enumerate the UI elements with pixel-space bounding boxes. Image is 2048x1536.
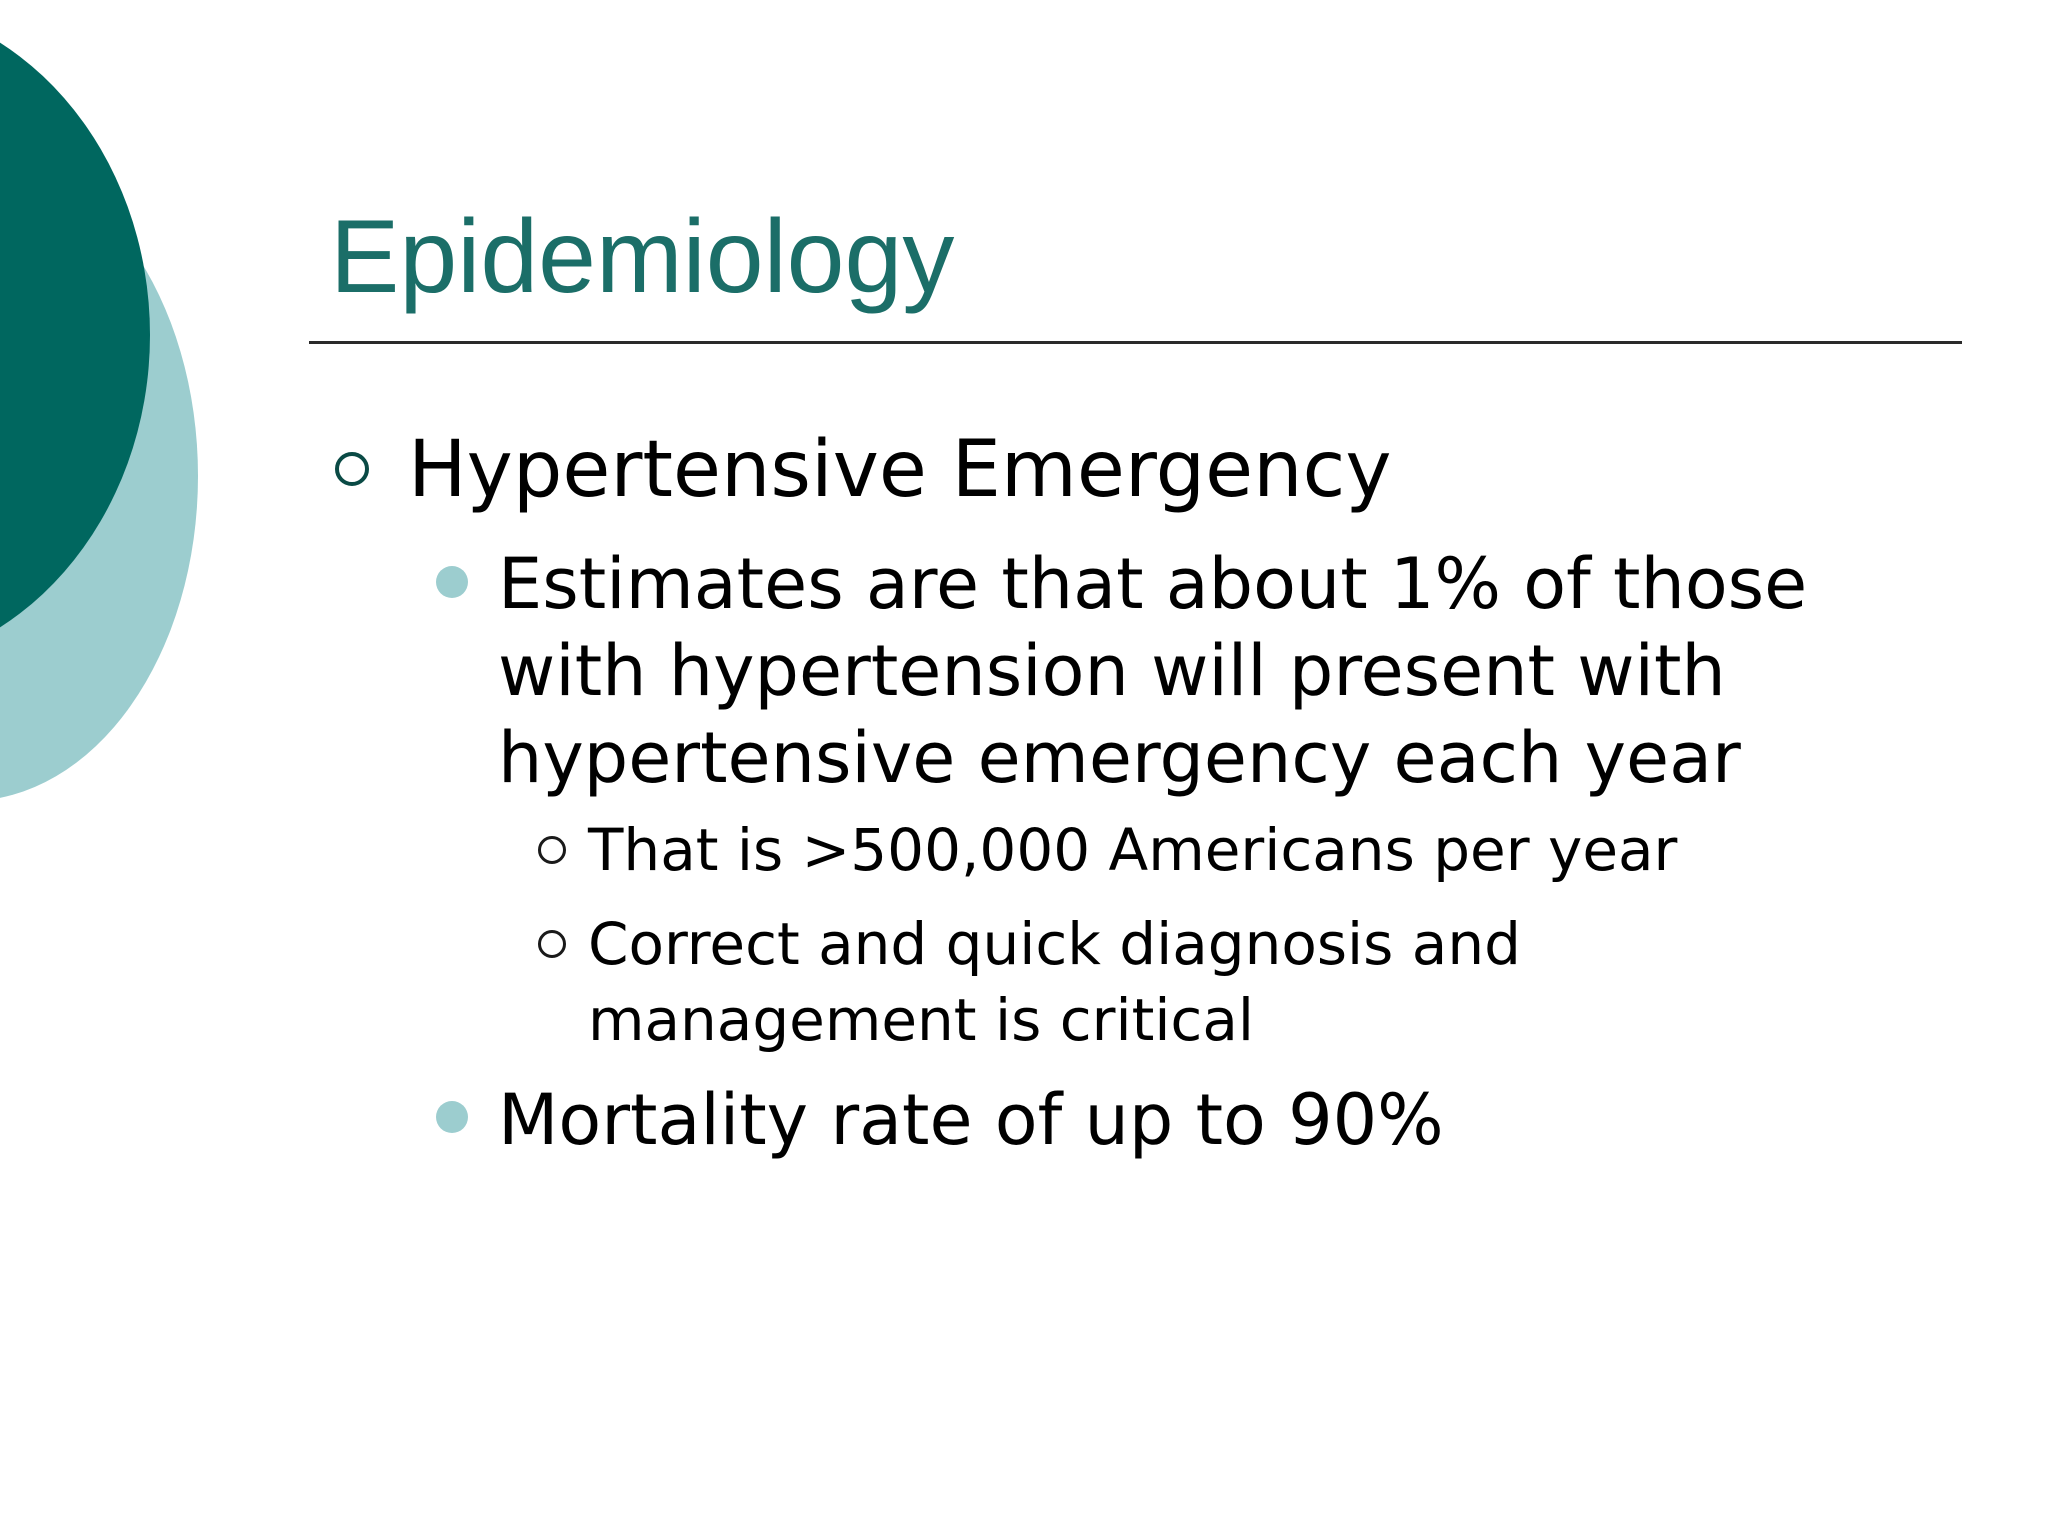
bullet-estimate: Estimates are that about 1% of those with hypertension will present with hypertensive emergency each year <box>498 543 1808 799</box>
ring-bullet-icon <box>335 452 369 486</box>
slide-title: Epidemiology <box>330 199 955 315</box>
ring-bullet-icon <box>538 930 566 958</box>
bullet-americans: That is >500,000 Americans per year <box>588 816 1678 884</box>
title-divider <box>309 341 1962 344</box>
bullet-hypertensive-emergency: Hypertensive Emergency <box>408 425 1392 515</box>
dot-bullet-icon <box>436 1101 468 1133</box>
bullet-diagnosis: Correct and quick diagnosis and management is critical <box>588 910 1521 1054</box>
ring-bullet-icon <box>538 836 566 864</box>
dot-bullet-icon <box>436 566 468 598</box>
bullet-mortality: Mortality rate of up to 90% <box>498 1079 1444 1161</box>
